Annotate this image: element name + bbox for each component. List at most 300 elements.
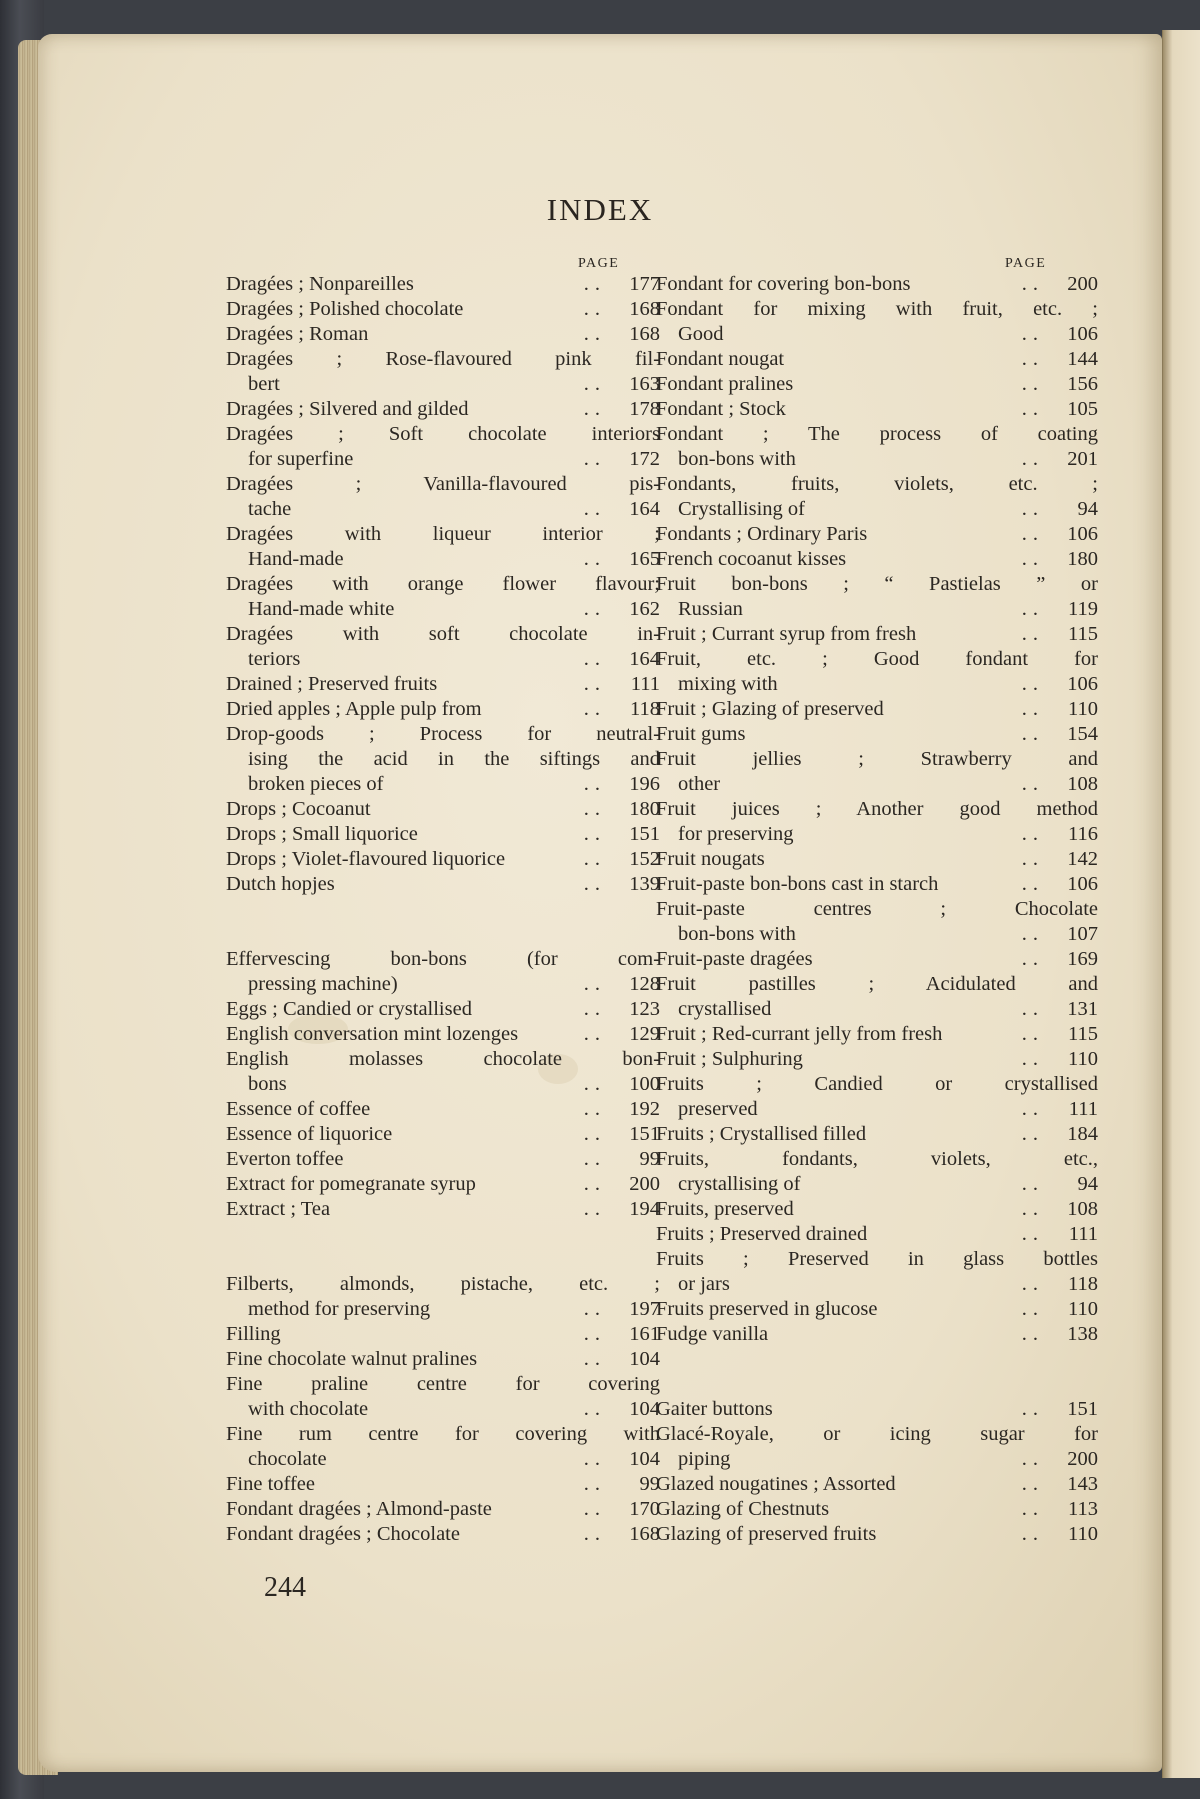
index-page-number: 100: [629, 1073, 660, 1095]
index-entry-text: Fruit jellies ; Strawberry and: [656, 748, 1098, 770]
index-entry-text: Fondant for covering bon-bons: [656, 273, 911, 295]
index-entry: [226, 272, 660, 297]
index-entry: [656, 272, 1098, 297]
index-entry-line-final: [226, 322, 660, 347]
index-entry-text: pressing machine): [248, 973, 398, 995]
index-entry-line-final: [656, 447, 1098, 472]
index-entry-text: Fruit nougats: [656, 848, 765, 870]
index-entry-text: Fruit-paste centres ; Chocolate: [656, 898, 1098, 920]
index-entry-line-final: [656, 622, 1098, 647]
leader-dots: ..: [1021, 1223, 1044, 1245]
leader-dots: ..: [583, 773, 606, 795]
leader-dots: ..: [1021, 673, 1044, 695]
index-entry-text: Fruit ; Currant syrup from fresh: [656, 623, 917, 645]
index-entry-text: Crystallising of: [678, 498, 805, 520]
index-page-number: 131: [1067, 998, 1098, 1020]
index-entry: [656, 847, 1098, 872]
index-page-number: 129: [629, 1023, 660, 1045]
leader-dots: ..: [583, 873, 606, 895]
index-page-number: 99: [639, 1148, 660, 1170]
index-entry-text: Filberts, almonds, pistache, etc. ;: [226, 1273, 660, 1295]
index-page-number: 113: [1068, 1498, 1098, 1520]
index-entry-text: Fondant for mixing with fruit, etc. ;: [656, 298, 1098, 320]
index-entry: [656, 347, 1098, 372]
index-entry: [226, 797, 660, 822]
index-entry: [656, 1197, 1098, 1222]
index-entry-line-final: [656, 997, 1098, 1022]
leader-dots: ..: [583, 1398, 606, 1420]
index-entry-line: [656, 747, 1098, 772]
index-entry-text: Extract for pomegranate syrup: [226, 1173, 476, 1195]
index-entry-line: [226, 947, 660, 972]
index-entry-line: [226, 747, 660, 772]
index-entry-line-final: [656, 1272, 1098, 1297]
index-entry: [656, 1247, 1098, 1297]
leader-dots: ..: [583, 1123, 606, 1145]
index-entry-text: Essence of coffee: [226, 1098, 371, 1120]
index-entry-line-final: [226, 1347, 660, 1372]
index-entry-text: teriors: [248, 648, 301, 670]
index-entry-text: Dragées with liqueur interior ;: [226, 523, 660, 545]
index-entry-line-final: [226, 1522, 660, 1547]
index-entry-text: broken pieces of: [248, 773, 384, 795]
index-entry: [656, 397, 1098, 422]
index-entry: [656, 1497, 1098, 1522]
index-entry-text: Essence of liquorice: [226, 1123, 393, 1145]
leader-dots: ..: [583, 1198, 606, 1220]
left-page-header: PAGE: [578, 256, 620, 271]
leader-dots: ..: [583, 298, 606, 320]
index-page-number: 151: [629, 1123, 660, 1145]
index-page-number: 143: [1067, 1473, 1098, 1495]
index-page-number: 165: [629, 548, 660, 570]
leader-dots: ..: [1021, 773, 1044, 795]
index-page-number: 200: [1067, 1448, 1098, 1470]
index-entry-line: [226, 722, 660, 747]
index-entry: [226, 1097, 660, 1122]
index-entry-line-final: [656, 1097, 1098, 1122]
index-entry-text: bon-bons with: [678, 448, 796, 470]
index-entry: [656, 747, 1098, 797]
index-entry-line-final: [226, 797, 660, 822]
index-page-number: 106: [1067, 323, 1098, 345]
next-page-edge: [1162, 30, 1200, 1778]
index-entry-text: Dragées ; Vanilla-flavoured pis-: [226, 473, 660, 495]
index-entry-text: Russian: [678, 598, 743, 620]
index-page-number: 108: [1067, 1198, 1098, 1220]
index-entry-line-final: [226, 1197, 660, 1222]
index-entry-text: for superfine: [248, 448, 354, 470]
index-page-number: 139: [629, 873, 660, 895]
index-page-number: 138: [1067, 1323, 1098, 1345]
index-page-number: 177: [629, 273, 660, 295]
index-entry-line-final: [226, 697, 660, 722]
index-entry-line-final: [656, 1522, 1098, 1547]
index-entry-line: [656, 1422, 1098, 1447]
index-entry-text: French cocoanut kisses: [656, 548, 847, 570]
index-entry-line: [226, 622, 660, 647]
index-page-number: 94: [1077, 1173, 1098, 1195]
index-entry-text: Fruits, preserved: [656, 1198, 794, 1220]
index-entry: [226, 1122, 660, 1147]
index-entry-text: tache: [248, 498, 292, 520]
leader-dots: ..: [1021, 823, 1044, 845]
leader-dots: ..: [583, 673, 606, 695]
index-entry: [226, 472, 660, 522]
index-page-number: 151: [629, 823, 660, 845]
index-entry-text: Fondant ; The process of coating: [656, 423, 1098, 445]
index-page-number: 106: [1067, 873, 1098, 895]
leader-dots: ..: [1021, 598, 1044, 620]
index-entry-text: English molasses chocolate bon-: [226, 1048, 660, 1070]
index-entry-text: Drop-goods ; Process for neutral-: [226, 723, 660, 745]
leader-dots: ..: [1021, 448, 1044, 470]
page-number: 244: [264, 1572, 306, 1603]
index-entry-line: [656, 422, 1098, 447]
index-entry: [226, 522, 660, 572]
index-entry: [226, 1522, 660, 1547]
leader-dots: ..: [1021, 1023, 1044, 1045]
index-entry-line: [656, 472, 1098, 497]
index-entry: [226, 722, 660, 797]
index-page-number: 164: [629, 648, 660, 670]
index-entry-text: Fruit gums: [656, 723, 746, 745]
index-entry: [226, 1322, 660, 1347]
index-page-number: 118: [630, 698, 660, 720]
leader-dots: ..: [583, 323, 606, 345]
index-entry-line-final: [226, 847, 660, 872]
index-entry-line-final: [226, 997, 660, 1022]
leader-dots: ..: [583, 848, 606, 870]
leader-dots: ..: [583, 1473, 606, 1495]
index-page-number: 104: [629, 1448, 660, 1470]
index-page-number: 161: [629, 1323, 660, 1345]
index-entry: [656, 1522, 1098, 1547]
index-entry-text: Fruits, fondants, violets, etc.,: [656, 1148, 1098, 1170]
index-entry-line: [656, 647, 1098, 672]
index-entry-line: [226, 572, 660, 597]
index-page-number: 169: [1067, 948, 1098, 970]
index-entry-text: Gaiter buttons: [656, 1398, 773, 1420]
index-page-number: 123: [629, 998, 660, 1020]
index-page-number: 152: [629, 848, 660, 870]
index-entry: [656, 1472, 1098, 1497]
index-entry-line: [656, 797, 1098, 822]
index-entry-line: [656, 572, 1098, 597]
index-entry-line-final: [656, 1022, 1098, 1047]
index-entry-line: [656, 1147, 1098, 1172]
index-entry: [656, 947, 1098, 972]
index-page-number: 168: [629, 1523, 660, 1545]
leader-dots: ..: [583, 373, 606, 395]
index-entry-text: ising the acid in the siftings and: [248, 748, 660, 770]
index-entry: [656, 372, 1098, 397]
index-entry-text: piping: [678, 1448, 731, 1470]
index-entry: [226, 1197, 660, 1222]
index-page-number: 119: [1068, 598, 1098, 620]
index-entry: [656, 1297, 1098, 1322]
index-entry-text: Fruit-paste dragées: [656, 948, 813, 970]
leader-dots: ..: [583, 1523, 606, 1545]
index-entry: [656, 522, 1098, 547]
index-page-number: 197: [629, 1298, 660, 1320]
index-page-number: 154: [1067, 723, 1098, 745]
index-column-right: [656, 272, 1098, 1547]
index-entry-text: Fudge vanilla: [656, 1323, 769, 1345]
leader-dots: ..: [583, 698, 606, 720]
index-entry-line-final: [226, 597, 660, 622]
leader-dots: ..: [1021, 1123, 1044, 1145]
index-entry-text: Dragées ; Nonpareilles: [226, 273, 414, 295]
index-entry: [226, 1472, 660, 1497]
index-entry: [226, 397, 660, 422]
leader-dots: ..: [583, 1348, 606, 1370]
book-page: [38, 34, 1162, 1772]
index-entry: [656, 297, 1098, 347]
index-entry-text: Dried apples ; Apple pulp from: [226, 698, 482, 720]
index-entry-text: Glazing of Chestnuts: [656, 1498, 830, 1520]
index-entry-line-final: [226, 1447, 660, 1472]
index-entry-line-final: [226, 1172, 660, 1197]
leader-dots: ..: [1021, 1323, 1044, 1345]
index-entry-line-final: [656, 1047, 1098, 1072]
index-entry-text: Fruit bon-bons ; “ Pastielas ” or: [656, 573, 1098, 595]
index-entry: [226, 697, 660, 722]
index-entry-line-final: [226, 672, 660, 697]
index-entry-line-final: [656, 497, 1098, 522]
index-entry-text: bert: [248, 373, 280, 395]
index-page-number: 200: [1067, 273, 1098, 295]
index-entry-line-final: [226, 1022, 660, 1047]
index-page-number: 94: [1077, 498, 1098, 520]
index-page-number: 111: [1068, 1223, 1098, 1245]
index-entry-text: Hand-made: [248, 548, 344, 570]
index-entry-text: Filling: [226, 1323, 281, 1345]
index-entry-text: Fine chocolate walnut pralines: [226, 1348, 478, 1370]
index-entry-line-final: [656, 1222, 1098, 1247]
leader-dots: ..: [583, 398, 606, 420]
index-entry-line-final: [656, 1472, 1098, 1497]
index-entry: [656, 1072, 1098, 1122]
leader-dots: ..: [1021, 1448, 1044, 1470]
leader-dots: ..: [1021, 948, 1044, 970]
leader-dots: ..: [583, 273, 606, 295]
index-entry-text: Effervescing bon-bons (for com-: [226, 948, 660, 970]
index-entry-text: Dutch hopjes: [226, 873, 335, 895]
index-page-number: 168: [629, 298, 660, 320]
index-page-number: 115: [1068, 623, 1098, 645]
index-page-number: 162: [629, 598, 660, 620]
index-entry-line-final: [226, 1497, 660, 1522]
index-entry-line-final: [226, 972, 660, 997]
index-entry: [656, 1147, 1098, 1197]
index-entry-line-final: [656, 397, 1098, 422]
index-entry-text: Drained ; Preserved fruits: [226, 673, 438, 695]
index-entry-text: Fruit ; Red-currant jelly from fresh: [656, 1023, 943, 1045]
index-page-number: 180: [1067, 548, 1098, 570]
index-entry-text: Dragées with orange flower flavour;: [226, 573, 660, 595]
index-entry-text: crystallised: [678, 998, 772, 1020]
index-entry: [226, 847, 660, 872]
index-page-number: 192: [629, 1098, 660, 1120]
index-entry-line-final: [656, 672, 1098, 697]
right-page-header: PAGE: [1005, 256, 1047, 271]
index-column-left: [226, 272, 660, 1547]
index-entry: [226, 572, 660, 622]
index-entry: [656, 422, 1098, 472]
index-entry-text: Good: [678, 323, 724, 345]
index-entry-line-final: [656, 872, 1098, 897]
index-entry-text: Dragées ; Soft chocolate interiors: [226, 423, 660, 445]
leader-dots: ..: [1021, 523, 1044, 545]
index-entry-text: Fruits ; Candied or crystallised: [656, 1073, 1098, 1095]
index-entry-text: for preserving: [678, 823, 794, 845]
index-entry-text: Dragées ; Polished chocolate: [226, 298, 464, 320]
index-entry-line: [656, 297, 1098, 322]
index-page-number: 128: [629, 973, 660, 995]
index-page-number: 200: [629, 1173, 660, 1195]
leader-dots: ..: [583, 1448, 606, 1470]
index-entry: [656, 647, 1098, 697]
index-entry-text: Hand-made white: [248, 598, 395, 620]
index-entry-line-final: [226, 822, 660, 847]
index-page-number: 201: [1067, 448, 1098, 470]
index-page-number: 105: [1067, 398, 1098, 420]
index-entry-line: [656, 972, 1098, 997]
index-entry-text: Fruits ; Preserved in glass bottles: [656, 1248, 1098, 1270]
leader-dots: ..: [583, 498, 606, 520]
index-entry-line-final: [656, 822, 1098, 847]
leader-dots: ..: [583, 648, 606, 670]
index-page-number: 168: [629, 323, 660, 345]
index-page-number: 180: [629, 798, 660, 820]
leader-dots: ..: [1021, 848, 1044, 870]
index-entry-text: Dragées ; Rose-flavoured pink fil-: [226, 348, 660, 370]
leader-dots: ..: [1021, 723, 1044, 745]
index-entry: [226, 1422, 660, 1472]
index-entry-text: Dragées ; Roman: [226, 323, 369, 345]
leader-dots: ..: [583, 1098, 606, 1120]
index-entry-line-final: [226, 1397, 660, 1422]
index-entry-line-final: [226, 1097, 660, 1122]
index-entry-line-final: [226, 297, 660, 322]
leader-dots: ..: [1021, 1098, 1044, 1120]
index-entry-line-final: [656, 922, 1098, 947]
index-entry-text: or jars: [678, 1273, 730, 1295]
index-entry: [226, 1372, 660, 1422]
index-entry-line: [656, 1247, 1098, 1272]
index-entry-line-final: [226, 497, 660, 522]
index-entry-text: Fruit ; Sulphuring: [656, 1048, 803, 1070]
index-entry-text: Fondant pralines: [656, 373, 794, 395]
index-entry-line-final: [226, 1147, 660, 1172]
index-page-number: 107: [1067, 923, 1098, 945]
index-entry-text: Drops ; Small liquorice: [226, 823, 418, 845]
index-entry-line: [226, 1422, 660, 1447]
index-entry: [656, 622, 1098, 647]
index-entry-text: Fine praline centre for covering: [226, 1373, 660, 1395]
index-entry: [226, 297, 660, 322]
index-entry-text: method for preserving: [248, 1298, 431, 1320]
page-title: INDEX: [546, 192, 654, 227]
index-entry-line-final: [226, 547, 660, 572]
index-entry-text: Fruits preserved in glucose: [656, 1298, 878, 1320]
index-entry-text: with chocolate: [248, 1398, 369, 1420]
index-entry-text: bon-bons with: [678, 923, 796, 945]
index-entry-text: Eggs ; Candied or crystallised: [226, 998, 472, 1020]
leader-dots: ..: [583, 1073, 606, 1095]
index-entry-line-final: [656, 1197, 1098, 1222]
index-page-number: 118: [1068, 1273, 1098, 1295]
index-entry: [226, 822, 660, 847]
index-page-number: 110: [1068, 1298, 1098, 1320]
index-entry-text: Glazed nougatines ; Assorted: [656, 1473, 896, 1495]
index-entry-line-final: [656, 1397, 1098, 1422]
index-entry-text: Dragées ; Silvered and gilded: [226, 398, 469, 420]
index-page-number: 110: [1068, 698, 1098, 720]
index-entry: [656, 722, 1098, 747]
index-entry: [656, 897, 1098, 947]
index-entry: [656, 872, 1098, 897]
index-entry-text: Drops ; Cocoanut: [226, 798, 371, 820]
leader-dots: ..: [583, 548, 606, 570]
index-entry-line-final: [226, 1072, 660, 1097]
index-entry: [226, 422, 660, 472]
index-entry-line-final: [226, 447, 660, 472]
index-entry-text: Fruits ; Preserved drained: [656, 1223, 868, 1245]
index-entry-line-final: [656, 547, 1098, 572]
leader-dots: ..: [1021, 1498, 1044, 1520]
index-entry-text: Fine rum centre for covering with: [226, 1423, 660, 1445]
index-entry: [226, 1272, 660, 1322]
index-page-number: 163: [629, 373, 660, 395]
leader-dots: ..: [1021, 1473, 1044, 1495]
index-entry: [226, 872, 660, 897]
index-entry-line-final: [226, 772, 660, 797]
index-entry-line-final: [656, 597, 1098, 622]
leader-dots: ..: [583, 1173, 606, 1195]
index-entry-text: mixing with: [678, 673, 778, 695]
leader-dots: ..: [1021, 998, 1044, 1020]
leader-dots: ..: [1021, 698, 1044, 720]
index-entry-text: Fruit juices ; Another good method: [656, 798, 1098, 820]
index-entry: [226, 1147, 660, 1172]
index-entry-line-final: [656, 1497, 1098, 1522]
index-page-number: 196: [629, 773, 660, 795]
index-entry-line: [226, 1372, 660, 1397]
index-entry-text: chocolate: [248, 1448, 327, 1470]
index-entry-line-final: [656, 1172, 1098, 1197]
index-entry-text: crystallising of: [678, 1173, 801, 1195]
index-entry-line-final: [656, 272, 1098, 297]
index-entry: [656, 1322, 1098, 1347]
index-entry: [656, 572, 1098, 622]
index-entry-text: Fruit, etc. ; Good fondant for: [656, 648, 1098, 670]
index-entry-line: [656, 897, 1098, 922]
index-entry-text: English conversation mint lozenges: [226, 1023, 519, 1045]
index-entry-text: Fondants, fruits, violets, etc. ;: [656, 473, 1098, 495]
leader-dots: ..: [1021, 548, 1044, 570]
index-entry: [656, 797, 1098, 847]
index-entry-line: [656, 1072, 1098, 1097]
index-entry-line: [226, 347, 660, 372]
index-entry-line-final: [656, 722, 1098, 747]
index-entry: [226, 1347, 660, 1372]
index-page-number: 106: [1067, 523, 1098, 545]
index-entry-line-final: [226, 372, 660, 397]
index-page-number: 164: [629, 498, 660, 520]
index-entry-line-final: [226, 1472, 660, 1497]
